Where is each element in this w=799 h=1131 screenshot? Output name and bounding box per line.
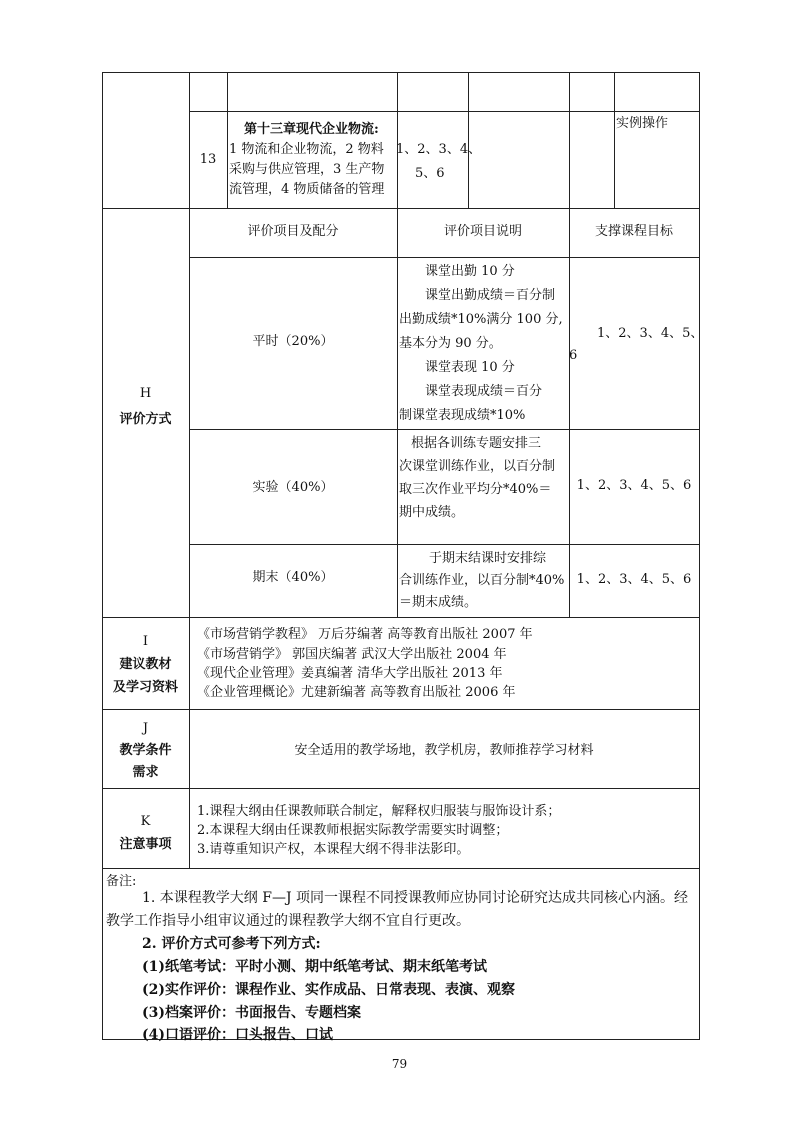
list-item: 2.本课程大纲由任课教师根据实际教学需要实时调整； <box>197 823 509 838</box>
list-item: 3.请尊重知识产权，本课程大纲不得非法影印。 <box>197 842 470 857</box>
chapter-content-line: 采购与供应管理，3 生产物 <box>229 162 385 177</box>
list-item: 《现代企业管理》姜真编著 清华大学出版社 2013 年 <box>197 666 503 681</box>
eval-desc-line: 出勤成绩*10%满分 100 分, <box>399 312 563 327</box>
remarks-line: (2)实作评价：课程作业、实作成品、日常表现、表演、观察 <box>142 982 515 998</box>
chapter-targets-line: 5、6 <box>415 166 445 181</box>
chapter-targets-line: 1、2、3、4、 <box>396 142 482 157</box>
remarks-label: 备注: <box>106 874 137 889</box>
eval-desc-line: 制课堂表现成绩*10% <box>399 408 526 423</box>
chapter-title: 第十三章现代企业物流: <box>244 122 379 137</box>
header-desc: 评价项目说明 <box>443 224 522 239</box>
eval-target-regular: 1、2、3、4、5、 <box>597 326 704 341</box>
conditions-text: 安全适用的教学场地，教学机房，教师推荐学习材料 <box>294 743 594 758</box>
eval-target-regular-cont: 6 <box>569 348 578 363</box>
header-item: 评价项目及配分 <box>247 224 339 239</box>
list-item: 1.课程大纲由任课教师联合制定，解释权归服装与服饰设计系； <box>197 804 561 819</box>
chapter-content-line: 1 物流和企业物流，2 物料 <box>229 142 384 157</box>
materials-code: I <box>142 634 149 649</box>
remarks-line: (3)档案评价：书面报告、专题档案 <box>142 1005 361 1021</box>
evaluation-section-title: 评价方式 <box>119 412 172 427</box>
eval-desc-line: 课堂出勤 10 分 <box>425 264 515 279</box>
remarks-line: 2. 评价方式可参考下列方式: <box>142 936 321 952</box>
eval-desc-line: 课堂出勤成绩＝百分制 <box>425 288 556 303</box>
conditions-code: J <box>142 721 149 736</box>
eval-desc-line: 课堂表现 10 分 <box>425 360 515 375</box>
chapter-method: 实例操作 <box>616 116 669 131</box>
eval-target-lab: 1、2、3、4、5、6 <box>576 478 692 493</box>
eval-item-lab: 实验（40%） <box>252 480 334 495</box>
remarks-line: 教学工作指导小组审议通过的课程教学大纲不宜自行更改。 <box>106 913 470 929</box>
eval-desc-line: 次课堂训练作业，以百分制 <box>399 459 556 474</box>
materials-title-line: 建议教材 <box>119 657 172 672</box>
eval-desc-line: 期中成绩。 <box>399 505 465 520</box>
eval-desc-line: 于期末结课时安排综 <box>429 551 547 566</box>
eval-target-final: 1、2、3、4、5、6 <box>576 572 692 587</box>
page-number: 79 <box>391 1057 408 1071</box>
conditions-title-line: 需求 <box>132 765 159 780</box>
eval-item-final: 期末（40%） <box>252 570 334 585</box>
list-item: 《市场营销学教程》 万后芬编著 高等教育出版社 2007 年 <box>197 627 533 642</box>
materials-title-line: 及学习资料 <box>112 680 178 695</box>
conditions-title-line: 教学条件 <box>119 743 172 758</box>
eval-desc-line: 合训练作业，以百分制*40% <box>399 573 565 588</box>
eval-desc-line: 根据各训练专题安排三 <box>411 436 542 451</box>
list-item: 《企业管理概论》尤建新编著 高等教育出版社 2006 年 <box>197 685 516 700</box>
remarks-line: (1)纸笔考试：平时小测、期中纸笔考试、期末纸笔考试 <box>142 959 487 975</box>
evaluation-section-code: H <box>139 386 152 401</box>
chapter-number: 13 <box>199 152 217 167</box>
remarks-line: (4)口语评价：口头报告、口试 <box>142 1027 333 1043</box>
eval-desc-line: 基本分为 90 分。 <box>399 336 502 351</box>
notes-code: K <box>140 814 151 829</box>
eval-desc-line: 课堂表现成绩＝百分 <box>425 384 543 399</box>
header-target: 支撑课程目标 <box>594 224 673 239</box>
remarks-line: 1. 本课程教学大纲 F—J 项同一课程不同授课教师应协同讨论研究达成共同核心内涵。经 <box>142 890 689 906</box>
eval-desc-line: ＝期末成绩。 <box>399 595 478 610</box>
eval-desc-line: 取三次作业平均分*40%＝ <box>399 482 552 497</box>
chapter-content-line: 流管理，4 物质储备的管理 <box>229 182 385 197</box>
list-item: 《市场营销学》 郭国庆编著 武汉大学出版社 2004 年 <box>197 647 507 662</box>
eval-item-regular: 平时（20%） <box>252 334 334 349</box>
notes-title: 注意事项 <box>119 837 172 852</box>
